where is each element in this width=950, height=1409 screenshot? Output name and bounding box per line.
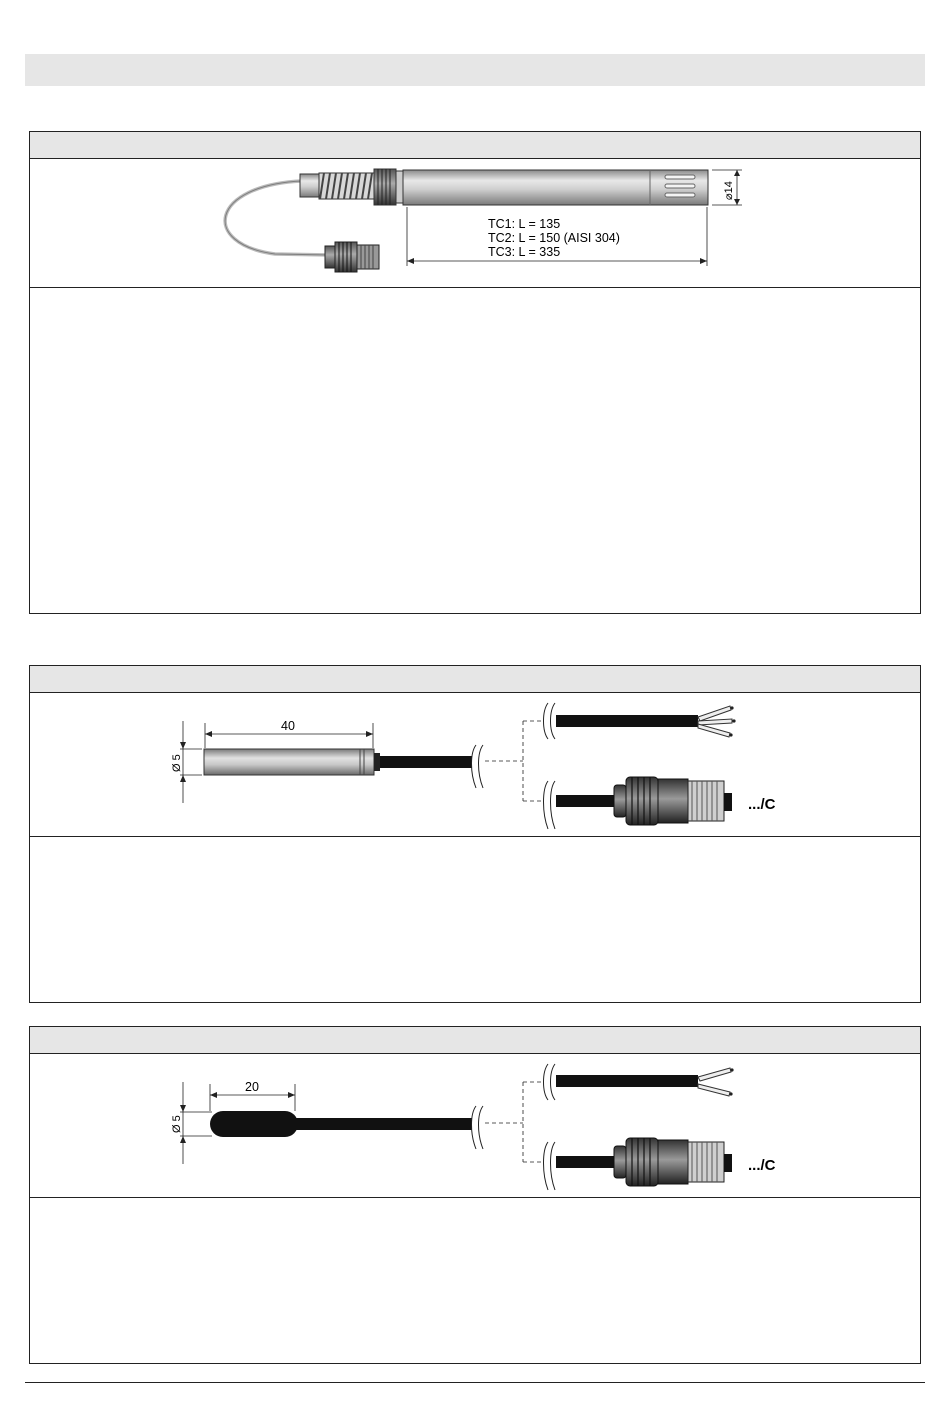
probe-connector xyxy=(325,242,379,272)
sensor-drawing-cylinder xyxy=(30,693,920,836)
connector-plug xyxy=(614,1138,732,1186)
cable-cap xyxy=(300,174,320,197)
spring-relief xyxy=(319,173,374,199)
section-2-header xyxy=(30,666,920,693)
footer-rule xyxy=(25,1382,925,1383)
diameter-label: Ø 5 xyxy=(171,754,183,772)
free-wire-cable xyxy=(556,1075,698,1087)
length-label: 20 xyxy=(245,1080,259,1094)
probe-tube xyxy=(403,170,708,205)
probe-drawing xyxy=(30,159,920,287)
section-2-panel xyxy=(29,665,921,1003)
connector-label: .../C xyxy=(748,1157,776,1174)
section-3-header xyxy=(30,1027,920,1054)
sensor-cable xyxy=(292,1118,472,1130)
sensor-drawing-overmolded xyxy=(30,1054,920,1197)
sensor-body xyxy=(210,1111,298,1137)
connector-plug xyxy=(614,777,732,825)
sensor-cable xyxy=(380,756,472,768)
section-1-header xyxy=(30,132,920,159)
section-1-figure xyxy=(30,159,920,288)
diameter-label: ⌀14 xyxy=(723,181,735,200)
free-wires xyxy=(698,706,732,737)
probe-filter xyxy=(665,175,695,197)
section-3-panel xyxy=(29,1026,921,1364)
probe-nut xyxy=(374,169,396,205)
page-header-bar xyxy=(25,54,925,86)
sensor-body xyxy=(204,749,374,775)
free-wire-cable xyxy=(556,715,698,727)
length-label: 40 xyxy=(281,719,295,733)
section-3-figure xyxy=(30,1054,920,1198)
diameter-label: Ø 5 xyxy=(171,1115,183,1133)
section-2-figure xyxy=(30,693,920,837)
length-line-tc2: TC2: L = 150 (AISI 304) xyxy=(488,231,620,245)
length-line-tc1: TC1: L = 135 xyxy=(488,217,561,231)
free-wires xyxy=(698,1068,731,1096)
section-1-panel xyxy=(29,131,921,614)
connector-label: .../C xyxy=(748,796,776,813)
length-line-tc3: TC3: L = 335 xyxy=(488,245,561,259)
